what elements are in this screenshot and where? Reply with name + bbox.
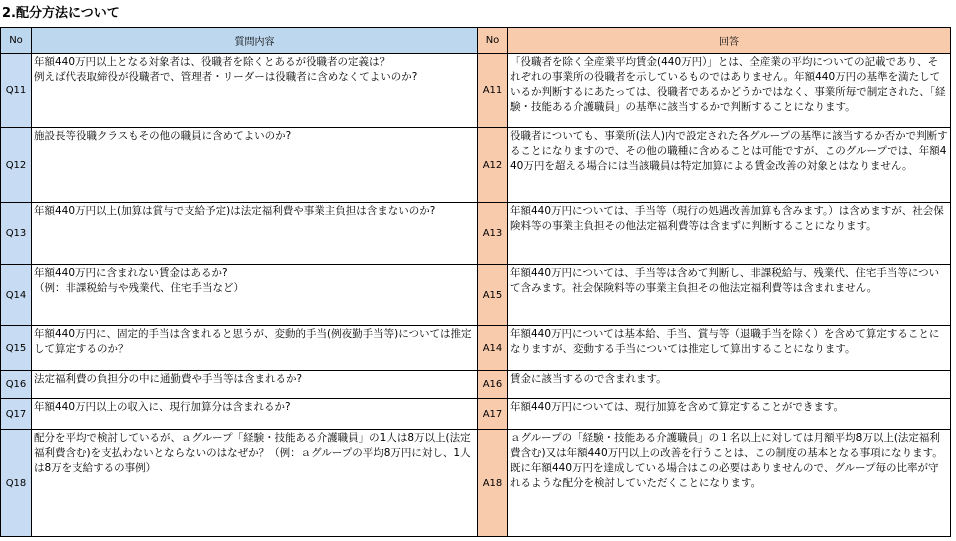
qa-row bbox=[1, 399, 951, 430]
question-line: 例えば代表取締役が役職者で、管理者・リーダーは役職者に含めなくてよいのか? bbox=[34, 71, 418, 83]
question-line: （例：非課税給与や残業代、住宅手当など） bbox=[34, 282, 244, 294]
qa-row bbox=[1, 430, 951, 537]
answer-number: A14 bbox=[478, 326, 508, 371]
answer-text bbox=[508, 203, 951, 265]
answer-text bbox=[508, 371, 951, 399]
answer-number: A11 bbox=[478, 54, 508, 128]
qa-row bbox=[1, 371, 951, 399]
question-text bbox=[32, 54, 478, 128]
question-text bbox=[32, 326, 478, 371]
question-text bbox=[32, 265, 478, 326]
question-line: 年額440万円に、固定的手当は含まれると思うが、変動的手当(例夜勤手当等)については推定して算定するのか？ bbox=[34, 328, 472, 355]
question-number: Q13 bbox=[1, 203, 32, 265]
question-number: Q12 bbox=[1, 128, 32, 203]
answer-line: 「役職者を除く全産業平均賃金(440万円）」とは、全産業の平均についての記載であり、それぞれの事業所の役職者を示しているものではありません。年額440万円の基準を満たしているか判断するにあたっては、役職者であるかどうかではなく、事業所毎で制定された、「経験・技能ある介護職員」の基準に該当するかで判断することになります。 bbox=[510, 56, 946, 113]
answer-line: ａグループの「経験・技能ある介護職員」の１名以上に対しては月額平均8万以上(法定福利費含む)又は年額440万円以上の改善を行うことは、この制度の基本となる事項になります。 bbox=[510, 432, 943, 459]
question-number: Q15 bbox=[1, 326, 32, 371]
header-no-answer: No bbox=[478, 28, 508, 54]
answer-line: 年額440万円については、手当等は含めて判断し、非課税給与、残業代、住宅手当等について含みます。社会保険料等の事業主負担その他法定福利費等は含まれません。 bbox=[510, 267, 940, 294]
question-number: Q17 bbox=[1, 399, 32, 430]
qa-row bbox=[1, 203, 951, 265]
question-line: 配分を平均で検討しているが、ａグループ「経験・技能ある介護職員」の1人は8万以上(法定福利費含む)を支払わないとならないのはなぜか？（例：ａグループの平均8万円に対し、1人は8万を支給するの事例） bbox=[34, 432, 471, 474]
answer-text bbox=[508, 265, 951, 326]
answer-number: A13 bbox=[478, 203, 508, 265]
qa-row bbox=[1, 128, 951, 203]
answer-text bbox=[508, 399, 951, 430]
answer-line: 年額440万円については基本給、手当、賞与等（退職手当を除く）を含めて算定することになりますが、変動する手当については推定して算出することになります。 bbox=[510, 328, 940, 355]
question-line: 年額440万円以上となる対象者は、役職者を除くとあるが役職者の定義は？ bbox=[34, 56, 391, 68]
answer-line: 既に年額440万円を達成している場合はこの必要はありませんので、グループ毎の比率が守れるような配分を検討していただくことになります。 bbox=[510, 462, 939, 489]
question-text bbox=[32, 128, 478, 203]
header-no-question: No bbox=[1, 28, 32, 54]
answer-line: 年額440万円については、手当等（現行の処遇改善加算も含みます。）は含めますが、社会保険料等の事業主負担その他法定福利費等は含まずに判断することになります。 bbox=[510, 205, 944, 232]
question-text bbox=[32, 203, 478, 265]
header-row bbox=[1, 28, 951, 54]
answer-text bbox=[508, 430, 951, 537]
answer-text bbox=[508, 326, 951, 371]
answer-number: A18 bbox=[478, 430, 508, 537]
question-number: Q14 bbox=[1, 265, 32, 326]
answer-line: 役職者についても、事業所(法人)内で設定された各グループの基準に該当するか否かで判断することになりますので、その他の職種に含めることは可能ですが、このグループでは、年額440万円を超える場合には当該職員は特定加算による賃金改善の対象とはなりません。 bbox=[510, 130, 948, 172]
question-text bbox=[32, 399, 478, 430]
question-line: 年額440万円に含まれない賃金はあるか? bbox=[34, 267, 228, 279]
header-answer: 回答 bbox=[508, 28, 951, 54]
answer-line: 年額440万円については、現行加算を含めて算定することができます。 bbox=[510, 401, 844, 413]
answer-text bbox=[508, 128, 951, 203]
question-number: Q18 bbox=[1, 430, 32, 537]
answer-line: 賃金に該当するので含まれます。 bbox=[510, 373, 667, 385]
section-title: 2.配分方法について bbox=[2, 6, 120, 21]
answer-number: A16 bbox=[478, 371, 508, 399]
qa-row bbox=[1, 265, 951, 326]
question-number: Q16 bbox=[1, 371, 32, 399]
answer-text bbox=[508, 54, 951, 128]
answer-number: A12 bbox=[478, 128, 508, 203]
question-text bbox=[32, 430, 478, 537]
question-line: 施設長等役職クラスもその他の職員に含めてよいのか? bbox=[34, 130, 292, 142]
question-number: Q11 bbox=[1, 54, 32, 128]
answer-number: A17 bbox=[478, 399, 508, 430]
question-text bbox=[32, 371, 478, 399]
qa-row bbox=[1, 326, 951, 371]
question-line: 年額440万円以上の収入に、現行加算分は含まれるか? bbox=[34, 401, 291, 413]
qa-row bbox=[1, 54, 951, 128]
answer-number: A15 bbox=[478, 265, 508, 326]
qa-table bbox=[0, 27, 951, 537]
question-line: 年額440万円以上(加算は賞与で支給予定)は法定福利費や事業主負担は含まないのか? bbox=[34, 205, 436, 217]
header-question: 質問内容 bbox=[32, 28, 478, 54]
question-line: 法定福利費の負担分の中に通勤費や手当等は含まれるか? bbox=[34, 373, 303, 385]
